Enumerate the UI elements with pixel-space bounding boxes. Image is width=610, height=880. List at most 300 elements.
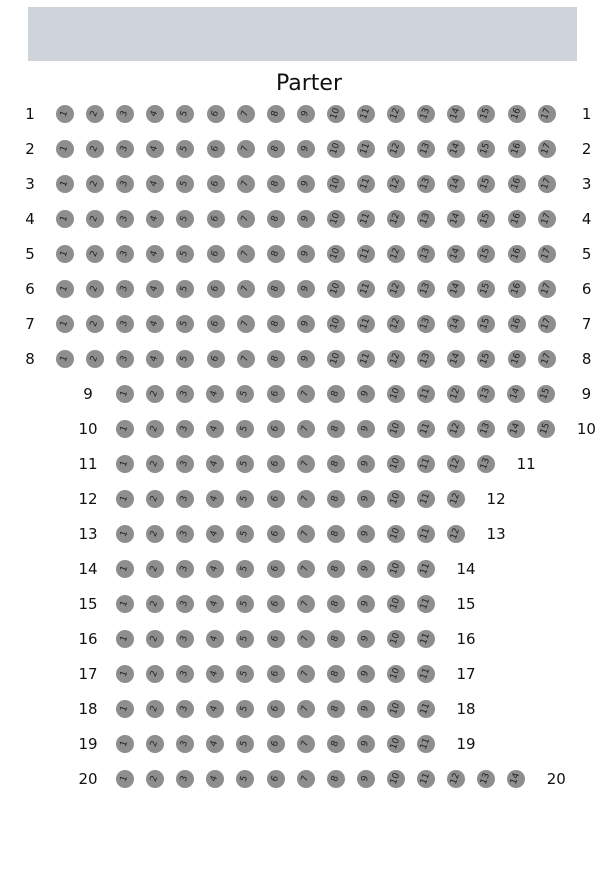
seat[interactable] [357, 560, 375, 578]
seat[interactable] [327, 735, 345, 753]
seat[interactable] [236, 560, 254, 578]
seat-number: 11 [358, 316, 373, 331]
seat[interactable] [267, 420, 285, 438]
seat[interactable] [267, 385, 285, 403]
seat[interactable] [357, 630, 375, 648]
seat[interactable] [116, 315, 134, 333]
seat[interactable] [207, 280, 225, 298]
seat[interactable] [477, 140, 495, 158]
seat[interactable] [86, 350, 104, 368]
seat[interactable] [176, 280, 194, 298]
seat[interactable] [56, 210, 74, 228]
seat[interactable] [297, 735, 315, 753]
seat[interactable] [417, 560, 435, 578]
seat[interactable] [207, 210, 225, 228]
seat[interactable] [417, 280, 435, 298]
seat[interactable] [176, 490, 194, 508]
seat[interactable] [538, 210, 556, 228]
seat[interactable] [116, 560, 134, 578]
seat[interactable] [267, 665, 285, 683]
seat[interactable] [327, 385, 345, 403]
seat[interactable] [206, 420, 224, 438]
seat[interactable] [538, 140, 556, 158]
seat[interactable] [417, 455, 435, 473]
seat[interactable] [387, 525, 405, 543]
seat-number: 12 [388, 351, 403, 366]
seat[interactable] [86, 210, 104, 228]
seat[interactable] [206, 735, 224, 753]
seat[interactable] [176, 630, 194, 648]
seat[interactable] [206, 595, 224, 613]
seat[interactable] [387, 105, 405, 123]
seat[interactable] [116, 700, 134, 718]
seat[interactable] [267, 105, 285, 123]
seat[interactable] [447, 455, 465, 473]
seat[interactable] [327, 420, 345, 438]
seat[interactable] [357, 595, 375, 613]
seat[interactable] [297, 245, 315, 263]
seat-number: 6 [269, 634, 281, 644]
seat[interactable] [236, 455, 254, 473]
seat[interactable] [176, 350, 194, 368]
seat-number: 8 [329, 529, 341, 539]
seat[interactable] [507, 385, 525, 403]
seat[interactable] [387, 245, 405, 263]
seat[interactable] [327, 665, 345, 683]
seat[interactable] [176, 245, 194, 263]
seat[interactable] [116, 140, 134, 158]
seat[interactable] [116, 665, 134, 683]
seat[interactable] [267, 700, 285, 718]
seat[interactable] [267, 560, 285, 578]
seat[interactable] [116, 175, 134, 193]
seat[interactable] [538, 280, 556, 298]
seat[interactable] [508, 105, 526, 123]
seat[interactable] [116, 280, 134, 298]
seat[interactable] [237, 245, 255, 263]
seat[interactable] [146, 490, 164, 508]
seat[interactable] [327, 630, 345, 648]
seat[interactable] [237, 315, 255, 333]
seat[interactable] [327, 105, 345, 123]
seat-number: 9 [299, 319, 312, 329]
seat[interactable] [267, 525, 285, 543]
seat[interactable] [387, 735, 405, 753]
seat[interactable] [387, 420, 405, 438]
seat[interactable] [116, 525, 134, 543]
seat[interactable] [447, 175, 465, 193]
seat[interactable] [236, 665, 254, 683]
seat[interactable] [236, 525, 254, 543]
seat[interactable] [477, 210, 495, 228]
seat[interactable] [327, 140, 345, 158]
seat[interactable] [207, 245, 225, 263]
seat[interactable] [237, 280, 255, 298]
seat[interactable] [447, 245, 465, 263]
seat[interactable] [417, 210, 435, 228]
seat-number: 4 [209, 704, 221, 714]
seat[interactable] [267, 770, 285, 788]
seat[interactable] [357, 350, 375, 368]
seat-number: 2 [88, 284, 101, 294]
seat[interactable] [176, 700, 194, 718]
seat-number: 8 [269, 109, 281, 119]
seat[interactable] [146, 105, 164, 123]
seat[interactable] [267, 350, 285, 368]
seat[interactable] [56, 315, 74, 333]
seat[interactable] [116, 105, 134, 123]
seat[interactable] [297, 140, 315, 158]
seat[interactable] [357, 175, 375, 193]
seat[interactable] [86, 105, 104, 123]
seat[interactable] [447, 315, 465, 333]
seat[interactable] [176, 210, 194, 228]
seat[interactable] [176, 455, 194, 473]
seat[interactable] [297, 700, 315, 718]
seat[interactable] [508, 175, 526, 193]
seat[interactable] [538, 315, 556, 333]
seat[interactable] [508, 245, 526, 263]
seat[interactable] [267, 245, 285, 263]
seat[interactable] [146, 280, 164, 298]
seat[interactable] [267, 630, 285, 648]
seat-number: 15 [479, 106, 493, 121]
seat[interactable] [267, 280, 285, 298]
seat[interactable] [357, 700, 375, 718]
seat[interactable] [537, 420, 555, 438]
seat[interactable] [417, 350, 435, 368]
seat[interactable] [507, 420, 525, 438]
seat[interactable] [417, 245, 435, 263]
seat[interactable] [297, 560, 315, 578]
seat[interactable] [237, 175, 255, 193]
seat[interactable] [176, 385, 194, 403]
seat[interactable] [206, 770, 224, 788]
seat[interactable] [447, 770, 465, 788]
seat[interactable] [417, 595, 435, 613]
seat[interactable] [387, 770, 405, 788]
seat[interactable] [417, 665, 435, 683]
seat[interactable] [297, 490, 315, 508]
seat[interactable] [477, 385, 495, 403]
seat[interactable] [357, 420, 375, 438]
seat[interactable] [387, 350, 405, 368]
seat[interactable] [297, 770, 315, 788]
seat-number: 8 [269, 249, 281, 259]
seat[interactable] [447, 420, 465, 438]
seat[interactable] [86, 315, 104, 333]
seat[interactable] [387, 280, 405, 298]
seat[interactable] [417, 315, 435, 333]
seat[interactable] [146, 140, 164, 158]
seat[interactable] [387, 665, 405, 683]
seat[interactable] [56, 175, 74, 193]
seat-number: 6 [269, 599, 281, 609]
seat[interactable] [116, 420, 134, 438]
seat[interactable] [327, 210, 345, 228]
seat[interactable] [146, 210, 164, 228]
seat[interactable] [357, 245, 375, 263]
seat[interactable] [327, 455, 345, 473]
seat[interactable] [176, 560, 194, 578]
seat[interactable] [176, 315, 194, 333]
seat[interactable] [417, 175, 435, 193]
seat[interactable] [297, 595, 315, 613]
seat[interactable] [417, 420, 435, 438]
seat[interactable] [297, 315, 315, 333]
seat[interactable] [86, 280, 104, 298]
seat[interactable] [176, 420, 194, 438]
seat[interactable] [387, 315, 405, 333]
seat[interactable] [477, 105, 495, 123]
seat[interactable] [56, 280, 74, 298]
seat-number: 7 [299, 494, 311, 504]
seat[interactable] [357, 770, 375, 788]
seat[interactable] [477, 770, 495, 788]
seat[interactable] [508, 315, 526, 333]
seat[interactable] [236, 735, 254, 753]
seat[interactable] [327, 315, 345, 333]
seat[interactable] [56, 350, 74, 368]
seat[interactable] [357, 665, 375, 683]
seat[interactable] [56, 140, 74, 158]
seat[interactable] [297, 175, 315, 193]
seat[interactable] [447, 525, 465, 543]
seat[interactable] [206, 665, 224, 683]
seat[interactable] [447, 280, 465, 298]
seat[interactable] [297, 420, 315, 438]
seat[interactable] [176, 175, 194, 193]
seat[interactable] [146, 315, 164, 333]
seat[interactable] [267, 140, 285, 158]
seat[interactable] [176, 525, 194, 543]
seat[interactable] [357, 315, 375, 333]
seat[interactable] [176, 140, 194, 158]
seat[interactable] [327, 700, 345, 718]
seat[interactable] [116, 210, 134, 228]
seat[interactable] [357, 385, 375, 403]
seat[interactable] [387, 630, 405, 648]
seat[interactable] [387, 175, 405, 193]
seat[interactable] [116, 630, 134, 648]
seat[interactable] [176, 595, 194, 613]
seat[interactable] [236, 385, 254, 403]
seat[interactable] [116, 350, 134, 368]
seat-number: 2 [148, 739, 161, 749]
seat[interactable] [116, 455, 134, 473]
seat[interactable] [297, 385, 315, 403]
seat[interactable] [327, 525, 345, 543]
seat[interactable] [236, 700, 254, 718]
seat[interactable] [297, 630, 315, 648]
seat[interactable] [417, 490, 435, 508]
seat[interactable] [56, 245, 74, 263]
seat[interactable] [417, 105, 435, 123]
seat[interactable] [507, 770, 525, 788]
seat[interactable] [327, 770, 345, 788]
seat[interactable] [327, 245, 345, 263]
seat[interactable] [357, 280, 375, 298]
seat[interactable] [146, 385, 164, 403]
seat[interactable] [56, 105, 74, 123]
seat[interactable] [357, 455, 375, 473]
seat[interactable] [357, 735, 375, 753]
seat[interactable] [206, 560, 224, 578]
seat[interactable] [146, 245, 164, 263]
seat[interactable] [297, 105, 315, 123]
seat[interactable] [146, 700, 164, 718]
seat[interactable] [387, 490, 405, 508]
seat[interactable] [267, 595, 285, 613]
seat[interactable] [236, 490, 254, 508]
seat[interactable] [116, 735, 134, 753]
seat[interactable] [207, 315, 225, 333]
seat[interactable] [387, 700, 405, 718]
seat[interactable] [116, 595, 134, 613]
seat[interactable] [297, 280, 315, 298]
seat[interactable] [538, 350, 556, 368]
seat[interactable] [447, 210, 465, 228]
seat[interactable] [207, 175, 225, 193]
seat[interactable] [207, 350, 225, 368]
seat[interactable] [267, 210, 285, 228]
seat[interactable] [176, 770, 194, 788]
seat[interactable] [357, 210, 375, 228]
seat[interactable] [447, 350, 465, 368]
seat[interactable] [508, 210, 526, 228]
seat[interactable] [477, 315, 495, 333]
seat[interactable] [357, 105, 375, 123]
seat[interactable] [146, 525, 164, 543]
seat[interactable] [387, 385, 405, 403]
seat[interactable] [327, 175, 345, 193]
seat[interactable] [447, 105, 465, 123]
seat[interactable] [417, 385, 435, 403]
seat[interactable] [477, 280, 495, 298]
seat[interactable] [206, 630, 224, 648]
seat[interactable] [176, 735, 194, 753]
seat[interactable] [297, 210, 315, 228]
seat[interactable] [477, 245, 495, 263]
seat[interactable] [206, 385, 224, 403]
seat[interactable] [417, 735, 435, 753]
seat[interactable] [237, 210, 255, 228]
seat[interactable] [297, 350, 315, 368]
seat[interactable] [146, 735, 164, 753]
seat[interactable] [146, 175, 164, 193]
seat[interactable] [206, 455, 224, 473]
seat[interactable] [86, 245, 104, 263]
seat[interactable] [387, 560, 405, 578]
seat[interactable] [417, 700, 435, 718]
seat[interactable] [206, 700, 224, 718]
seat[interactable] [477, 175, 495, 193]
seat[interactable] [327, 490, 345, 508]
seat[interactable] [508, 140, 526, 158]
seat[interactable] [477, 420, 495, 438]
seat[interactable] [267, 175, 285, 193]
seat[interactable] [267, 315, 285, 333]
seat[interactable] [206, 490, 224, 508]
seat[interactable] [86, 175, 104, 193]
seat[interactable] [327, 560, 345, 578]
seat[interactable] [206, 525, 224, 543]
seat[interactable] [508, 350, 526, 368]
seat-number: 10 [388, 631, 403, 646]
seat[interactable] [237, 105, 255, 123]
seat[interactable] [236, 420, 254, 438]
seat[interactable] [236, 770, 254, 788]
seat[interactable] [537, 385, 555, 403]
seat[interactable] [116, 385, 134, 403]
seat[interactable] [538, 175, 556, 193]
seat[interactable] [116, 490, 134, 508]
seat[interactable] [387, 455, 405, 473]
seat[interactable] [538, 245, 556, 263]
seat[interactable] [146, 420, 164, 438]
seat[interactable] [417, 770, 435, 788]
seat[interactable] [116, 245, 134, 263]
seat[interactable] [237, 350, 255, 368]
seat[interactable] [146, 770, 164, 788]
seat[interactable] [267, 455, 285, 473]
seat[interactable] [146, 560, 164, 578]
seat[interactable] [267, 490, 285, 508]
seat[interactable] [447, 140, 465, 158]
seat[interactable] [508, 280, 526, 298]
seat[interactable] [207, 105, 225, 123]
seat[interactable] [86, 140, 104, 158]
seat[interactable] [387, 140, 405, 158]
seat[interactable] [176, 105, 194, 123]
seat[interactable] [387, 595, 405, 613]
seat[interactable] [417, 630, 435, 648]
seat[interactable] [387, 210, 405, 228]
seat[interactable] [447, 385, 465, 403]
seat[interactable] [146, 455, 164, 473]
seat[interactable] [146, 595, 164, 613]
seat[interactable] [176, 665, 194, 683]
seat[interactable] [146, 665, 164, 683]
seat[interactable] [447, 490, 465, 508]
seat[interactable] [297, 455, 315, 473]
seat[interactable] [477, 350, 495, 368]
seat[interactable] [236, 630, 254, 648]
seat[interactable] [146, 630, 164, 648]
seat[interactable] [297, 665, 315, 683]
seat[interactable] [538, 105, 556, 123]
seat[interactable] [327, 350, 345, 368]
seat[interactable] [146, 350, 164, 368]
seat[interactable] [417, 140, 435, 158]
row-label-right: 20 [546, 770, 566, 788]
seat[interactable] [297, 525, 315, 543]
seat[interactable] [327, 280, 345, 298]
seat-number: 1 [58, 249, 71, 259]
seat[interactable] [267, 735, 285, 753]
seat[interactable] [477, 455, 495, 473]
seat[interactable] [357, 525, 375, 543]
seat[interactable] [236, 595, 254, 613]
seat[interactable] [417, 525, 435, 543]
seat-number: 11 [418, 421, 433, 436]
seat[interactable] [357, 140, 375, 158]
seat[interactable] [116, 770, 134, 788]
seat[interactable] [237, 140, 255, 158]
seat[interactable] [207, 140, 225, 158]
seat[interactable] [357, 490, 375, 508]
seat[interactable] [327, 595, 345, 613]
